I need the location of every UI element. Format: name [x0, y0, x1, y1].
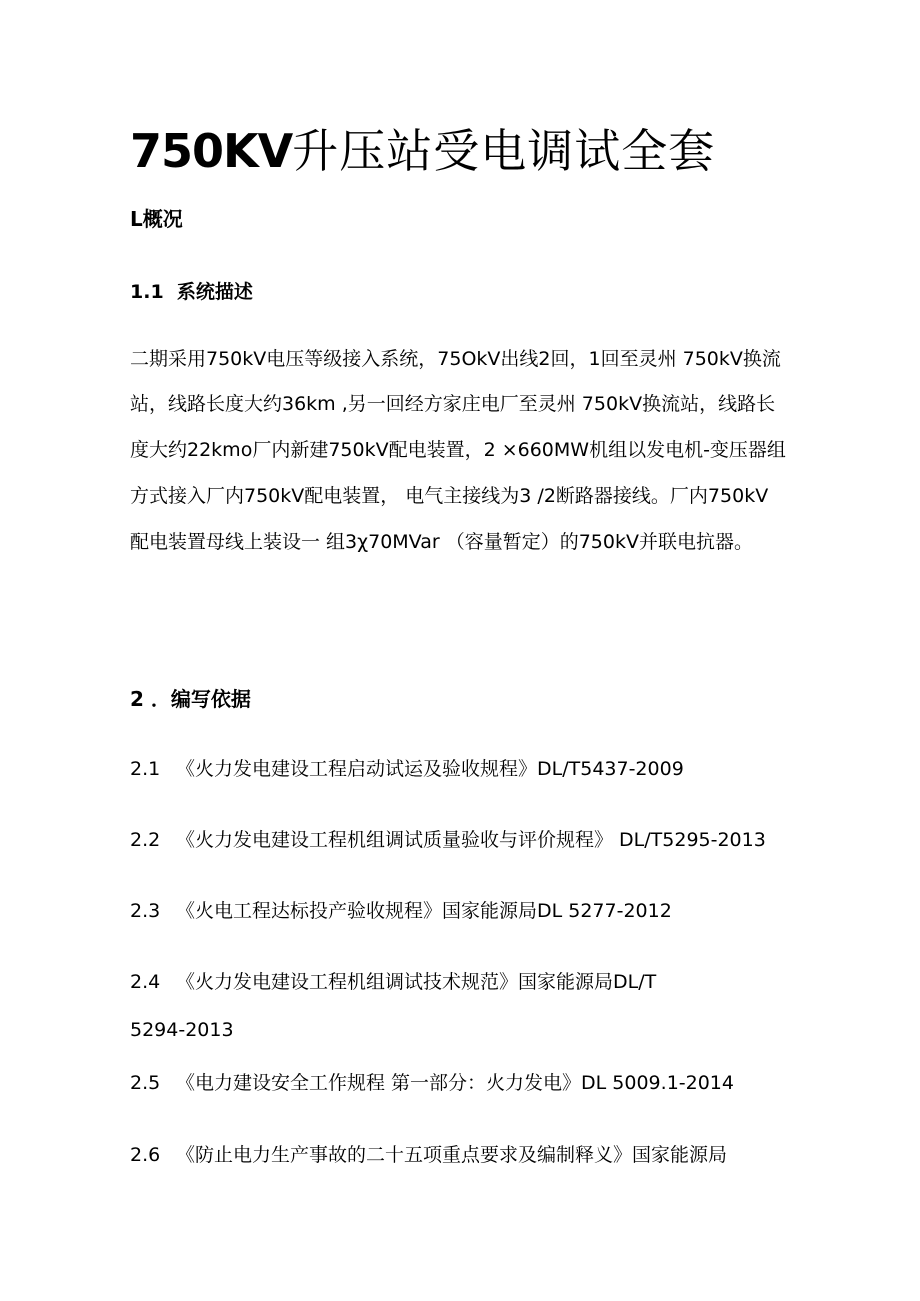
section-2-heading: 2 ．编写依据	[130, 687, 251, 711]
reference-text: 《火力发电建设工程机组调试技术规范》国家能源局DL/T	[176, 971, 657, 993]
reference-number: 2.6	[130, 1144, 161, 1166]
section-1-heading: L概况	[130, 207, 183, 231]
system-description-paragraph	[130, 336, 810, 565]
reference-number: 2.3	[130, 900, 161, 922]
subsection-1-1-heading	[130, 277, 253, 304]
reference-number: 2.4	[130, 971, 161, 993]
reference-continuation: 5294-2013	[130, 1019, 234, 1041]
subsection-number: 1.1	[130, 281, 164, 303]
title-latin: 750KV	[130, 124, 293, 178]
paragraph-line: 方式接入厂内750kV配电装置， 电气主接线为3 /2断路器接线。厂内750kV	[130, 485, 769, 507]
reference-number: 2.2	[130, 829, 161, 851]
paragraph-line: 二期采用750kV电压等级接入系统，75OkV出线2回，1回至灵州 750kV换流	[130, 348, 781, 370]
reference-item	[130, 825, 766, 852]
reference-item	[130, 1068, 734, 1095]
reference-text: 《电力建设安全工作规程 第一部分：火力发电》DL 5009.1-2014	[176, 1072, 734, 1094]
paragraph-line: 站，线路长度大约36km ,另一回经方家庄电厂至灵州 750kV换流站，线路长	[130, 393, 776, 415]
reference-item	[130, 967, 656, 994]
paragraph-line: 配电装置母线上装设一 组3χ70MVar （容量暂定）的750kV并联电抗器。	[130, 531, 753, 553]
paragraph-line: 度大约22kmo厂内新建750kV配电装置，2 ×660MW机组以发电机-变压器组	[130, 439, 786, 461]
title-chinese: 升压站受电调试全套	[292, 124, 716, 178]
reference-item	[130, 1140, 727, 1167]
reference-number: 2.5	[130, 1072, 161, 1094]
reference-item	[130, 896, 672, 923]
reference-text: 《火力发电建设工程机组调试质量验收与评价规程》 DL/T5295-2013	[176, 829, 766, 851]
reference-text: 《防止电力生产事故的二十五项重点要求及编制释义》国家能源局	[176, 1144, 728, 1166]
reference-text: 《火力发电建设工程启动试运及验收规程》DL/T5437-2009	[176, 758, 684, 780]
document-title	[130, 124, 715, 179]
reference-item	[130, 754, 684, 781]
reference-number: 2.1	[130, 758, 161, 780]
reference-text: 《火电工程达标投产验收规程》国家能源局DL 5277-2012	[176, 900, 672, 922]
subsection-label: 系统描述	[176, 281, 253, 303]
